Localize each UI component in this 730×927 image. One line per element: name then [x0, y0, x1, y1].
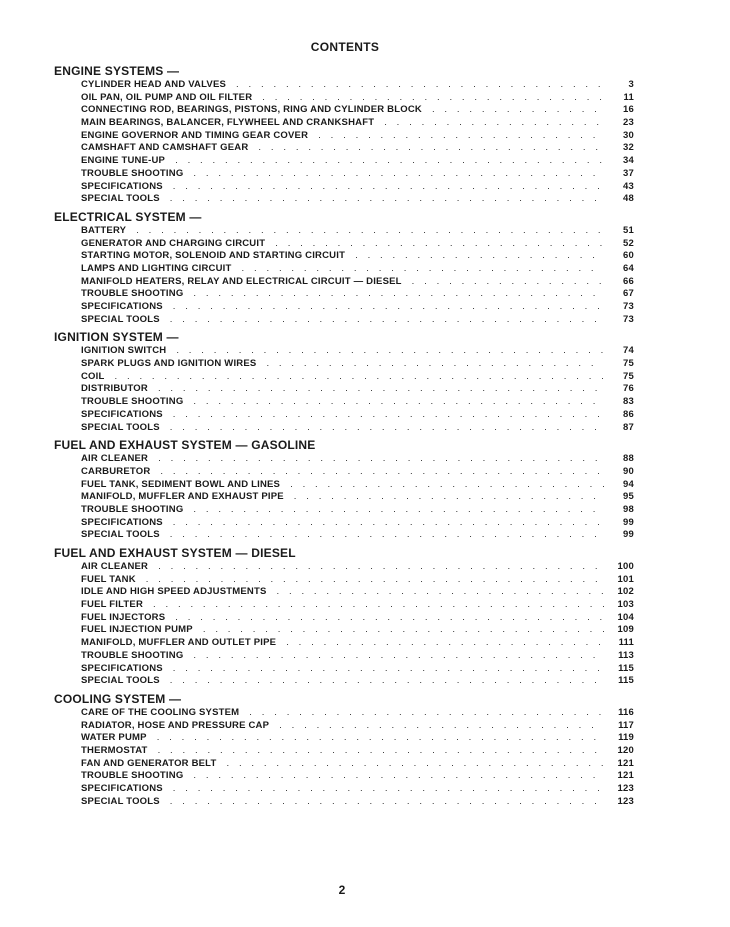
entry-label: SPECIFICATIONS: [81, 783, 163, 794]
entry-label: CONNECTING ROD, BEARINGS, PISTONS, RING AND CYLINDER BLOCK: [81, 104, 422, 116]
entry-label: COIL: [81, 370, 105, 382]
entry-list: [54, 561, 634, 688]
dot-leader: [193, 504, 604, 517]
entry-page-number: 37: [623, 167, 634, 179]
entry-page-number: 99: [623, 516, 634, 528]
entry-page-number: 73: [623, 313, 634, 325]
entry-label: LAMPS AND LIGHTING CIRCUIT: [81, 262, 232, 274]
entry-label: AIR CLEANER: [81, 453, 149, 465]
entry-label: TROUBLE SHOOTING: [81, 396, 184, 408]
toc-entry: [81, 758, 634, 771]
dot-leader: [193, 650, 604, 663]
entry-label: FUEL INJECTORS: [81, 611, 166, 623]
toc-entry: [81, 181, 634, 194]
entry-list: [54, 345, 634, 434]
dot-leader: [173, 301, 604, 314]
entry-page-number: 43: [623, 180, 634, 192]
section-heading: ELECTRICAL SYSTEM —: [54, 209, 202, 224]
entry-page-number: 94: [623, 478, 634, 490]
section-heading: ENGINE SYSTEMS —: [54, 64, 180, 78]
dot-leader: [173, 409, 604, 422]
toc-entry: [81, 155, 634, 168]
dot-leader: [136, 225, 604, 238]
dot-leader: [170, 193, 604, 206]
toc-entry: [81, 479, 634, 492]
dot-leader: [277, 586, 605, 599]
dot-leader: [173, 517, 604, 530]
entry-label: SPECIFICATIONS: [81, 516, 163, 528]
entry-page-number: 32: [623, 142, 634, 154]
toc-entry: [81, 225, 634, 238]
dot-leader: [318, 130, 604, 143]
entry-label: THERMOSTAT: [81, 744, 148, 756]
dot-leader: [158, 453, 604, 466]
dot-leader: [262, 92, 604, 105]
toc-entry: [81, 288, 634, 301]
toc-entry: [81, 371, 634, 384]
toc-section: [54, 63, 634, 206]
page-number: 2: [338, 883, 346, 897]
dot-leader: [294, 491, 604, 504]
entry-label: SPECIFICATIONS: [81, 408, 163, 420]
entry-page-number: 76: [623, 383, 634, 395]
dot-leader: [153, 599, 604, 612]
dot-leader: [193, 396, 604, 409]
entry-page-number: 48: [623, 193, 634, 205]
dot-leader: [290, 479, 604, 492]
toc-entry: [81, 358, 634, 371]
dot-leader: [279, 720, 604, 733]
dot-leader: [249, 707, 604, 720]
dot-leader: [160, 466, 604, 479]
entry-page-number: 104: [617, 611, 634, 623]
entry-page-number: 86: [623, 408, 634, 420]
toc-entry: [81, 529, 634, 542]
toc-entry: [81, 409, 634, 422]
entry-label: TROUBLE SHOOTING: [81, 770, 184, 782]
toc-entry: [81, 783, 634, 796]
toc-entry: [81, 624, 634, 637]
entry-label: IGNITION SWITCH: [81, 345, 167, 357]
section-heading: FUEL AND EXHAUST SYSTEM — DIESEL: [54, 546, 296, 560]
entry-page-number: 67: [623, 288, 634, 300]
entry-label: MANIFOLD HEATERS, RELAY AND ELECTRICAL CIRCUIT — DIESEL: [81, 275, 402, 287]
entry-label: TROUBLE SHOOTING: [81, 503, 184, 515]
entry-label: CARE OF THE COOLING SYSTEM: [81, 706, 240, 718]
entry-page-number: 121: [617, 770, 634, 782]
dot-leader: [242, 263, 604, 276]
entry-label: SPECIAL TOOLS: [81, 675, 160, 687]
entry-label: FAN AND GENERATOR BELT: [81, 757, 217, 769]
entry-page-number: 119: [618, 732, 634, 744]
entry-page-number: 123: [617, 783, 634, 794]
toc-section: [54, 691, 634, 809]
toc-entry: [81, 574, 634, 587]
entry-label: IDLE AND HIGH SPEED ADJUSTMENTS: [81, 586, 267, 598]
toc-entry: [81, 276, 634, 289]
toc-entry: [81, 675, 634, 688]
entry-label: MANIFOLD, MUFFLER AND OUTLET PIPE: [81, 637, 277, 649]
dot-leader: [158, 383, 604, 396]
entry-list: [54, 79, 634, 206]
entry-label: MANIFOLD, MUFFLER AND EXHAUST PIPE: [81, 491, 284, 503]
entry-page-number: 109: [617, 624, 634, 636]
toc-entry: [81, 130, 634, 143]
entry-page-number: 113: [618, 649, 634, 661]
toc-entry: [81, 561, 634, 574]
toc-entry: [81, 422, 634, 435]
dot-leader: [193, 288, 604, 301]
toc-entry: [81, 504, 634, 517]
entry-page-number: 3: [628, 79, 634, 90]
toc-section: [54, 545, 634, 688]
entry-label: SPECIAL TOOLS: [81, 529, 160, 541]
toc-entry: [81, 612, 634, 625]
entry-page-number: 101: [617, 573, 634, 585]
toc-section: [54, 437, 634, 542]
dot-leader: [258, 142, 604, 155]
dot-leader: [286, 637, 604, 650]
toc-entry: [81, 517, 634, 530]
entry-label: CAMSHAFT AND CAMSHAFT GEAR: [81, 142, 249, 154]
entry-page-number: 51: [623, 224, 634, 236]
entry-page-number: 120: [617, 744, 634, 756]
entry-page-number: 30: [623, 129, 634, 141]
toc-entry: [81, 770, 634, 783]
dot-leader: [203, 624, 604, 637]
toc-section: [54, 209, 634, 327]
toc-entry: [81, 453, 634, 466]
dot-leader: [173, 663, 604, 676]
entry-page-number: 73: [623, 301, 634, 312]
entry-label: FUEL FILTER: [81, 599, 144, 611]
dot-leader: [158, 561, 604, 574]
dot-leader: [175, 612, 604, 625]
dot-leader: [412, 276, 604, 289]
toc-entry: [81, 79, 634, 92]
entry-page-number: 16: [623, 104, 634, 116]
toc-entry: [81, 491, 634, 504]
table-of-contents: [54, 63, 634, 808]
entry-label: AIR CLEANER: [81, 561, 149, 572]
entry-label: TROUBLE SHOOTING: [81, 167, 184, 179]
toc-entry: [81, 193, 634, 206]
entry-label: FUEL INJECTION PUMP: [81, 624, 193, 636]
entry-label: FUEL TANK, SEDIMENT BOWL AND LINES: [81, 478, 281, 490]
dot-leader: [236, 79, 604, 92]
toc-entry: [81, 142, 634, 155]
dot-leader: [432, 104, 604, 117]
entry-label: CARBURETOR: [81, 465, 151, 477]
entry-label: SPARK PLUGS AND IGNITION WIRES: [81, 358, 257, 370]
entry-label: ENGINE TUNE-UP: [81, 155, 166, 167]
entry-label: DISTRIBUTOR: [81, 383, 148, 395]
toc-entry: [81, 168, 634, 181]
dot-leader: [193, 168, 604, 181]
toc-entry: [81, 707, 634, 720]
toc-entry: [81, 396, 634, 409]
entry-label: ENGINE GOVERNOR AND TIMING GEAR COVER: [81, 129, 309, 141]
entry-page-number: 64: [623, 262, 634, 274]
entry-page-number: 88: [623, 453, 634, 465]
dot-leader: [275, 238, 604, 251]
dot-leader: [157, 732, 604, 745]
entry-label: RADIATOR, HOSE AND PRESSURE CAP: [81, 719, 270, 731]
entry-page-number: 90: [623, 465, 634, 477]
dot-leader: [176, 345, 604, 358]
toc-entry: [81, 92, 634, 105]
entry-page-number: 74: [623, 345, 634, 357]
entry-label: OIL PAN, OIL PUMP AND OIL FILTER: [81, 91, 253, 103]
page-title: CONTENTS: [310, 40, 380, 54]
entry-list: [54, 225, 634, 327]
toc-entry: [81, 117, 634, 130]
entry-label: MAIN BEARINGS, BALANCER, FLYWHEEL AND CRANKSHAFT: [81, 117, 375, 129]
dot-leader: [115, 371, 605, 384]
entry-page-number: 111: [618, 637, 634, 649]
entry-list: [54, 707, 634, 809]
entry-label: SPECIAL TOOLS: [81, 313, 160, 325]
dot-leader: [146, 574, 604, 587]
dot-leader: [266, 358, 604, 371]
entry-page-number: 83: [623, 396, 634, 408]
entry-page-number: 102: [617, 586, 634, 598]
dot-leader: [226, 758, 604, 771]
entry-list: [54, 453, 634, 542]
entry-label: GENERATOR AND CHARGING CIRCUIT: [81, 237, 266, 249]
toc-entry: [81, 383, 634, 396]
entry-page-number: 116: [618, 706, 634, 718]
toc-section: [54, 329, 634, 434]
entry-label: SPECIAL TOOLS: [81, 795, 160, 807]
dot-leader: [170, 675, 604, 688]
entry-label: WATER PUMP: [81, 732, 147, 744]
toc-entry: [81, 599, 634, 612]
dot-leader: [170, 796, 604, 809]
entry-label: TROUBLE SHOOTING: [81, 649, 184, 661]
dot-leader: [173, 181, 604, 194]
dot-leader: [170, 529, 604, 542]
entry-page-number: 115: [618, 675, 634, 687]
entry-page-number: 66: [623, 275, 634, 287]
toc-entry: [81, 104, 634, 117]
entry-page-number: 121: [617, 757, 634, 769]
dot-leader: [158, 745, 604, 758]
entry-page-number: 99: [623, 529, 634, 541]
entry-page-number: 117: [618, 719, 634, 731]
toc-entry: [81, 238, 634, 251]
dot-leader: [355, 250, 604, 263]
dot-leader: [170, 314, 604, 327]
toc-entry: [81, 650, 634, 663]
entry-page-number: 75: [623, 370, 634, 382]
toc-entry: [81, 637, 634, 650]
entry-page-number: 95: [623, 491, 634, 503]
toc-entry: [81, 720, 634, 733]
entry-label: BATTERY: [81, 224, 127, 236]
entry-page-number: 87: [623, 421, 634, 433]
dot-leader: [170, 422, 604, 435]
entry-page-number: 98: [623, 503, 634, 515]
toc-entry: [81, 466, 634, 479]
entry-label: STARTING MOTOR, SOLENOID AND STARTING CIRCUIT: [81, 250, 346, 262]
toc-entry: [81, 586, 634, 599]
dot-leader: [173, 783, 604, 796]
section-heading: COOLING SYSTEM —: [54, 691, 182, 706]
toc-entry: [81, 345, 634, 358]
entry-page-number: 60: [623, 250, 634, 262]
toc-entry: [81, 663, 634, 676]
entry-label: SPECIFICATIONS: [81, 180, 163, 192]
entry-page-number: 75: [623, 358, 634, 370]
entry-page-number: 11: [623, 91, 634, 103]
entry-label: SPECIAL TOOLS: [81, 421, 160, 433]
entry-label: CYLINDER HEAD AND VALVES: [81, 79, 227, 90]
entry-page-number: 115: [618, 662, 634, 674]
dot-leader: [193, 770, 604, 783]
toc-entry: [81, 301, 634, 314]
section-heading: FUEL AND EXHAUST SYSTEM — GASOLINE: [54, 438, 316, 453]
dot-leader: [175, 155, 604, 168]
entry-page-number: 100: [617, 561, 634, 572]
entry-label: SPECIFICATIONS: [81, 662, 163, 674]
entry-page-number: 123: [617, 795, 634, 807]
toc-entry: [81, 263, 634, 276]
toc-entry: [81, 732, 634, 745]
entry-label: FUEL TANK: [81, 573, 136, 585]
entry-label: SPECIFICATIONS: [81, 301, 163, 312]
dot-leader: [384, 117, 604, 130]
toc-entry: [81, 796, 634, 809]
entry-page-number: 103: [617, 599, 634, 611]
toc-entry: [81, 314, 634, 327]
entry-page-number: 23: [623, 117, 634, 129]
toc-entry: [81, 745, 634, 758]
section-heading: IGNITION SYSTEM —: [54, 330, 179, 345]
entry-label: TROUBLE SHOOTING: [81, 288, 184, 300]
toc-entry: [81, 250, 634, 263]
entry-page-number: 52: [623, 237, 634, 249]
entry-label: SPECIAL TOOLS: [81, 193, 160, 205]
entry-page-number: 34: [623, 155, 634, 167]
